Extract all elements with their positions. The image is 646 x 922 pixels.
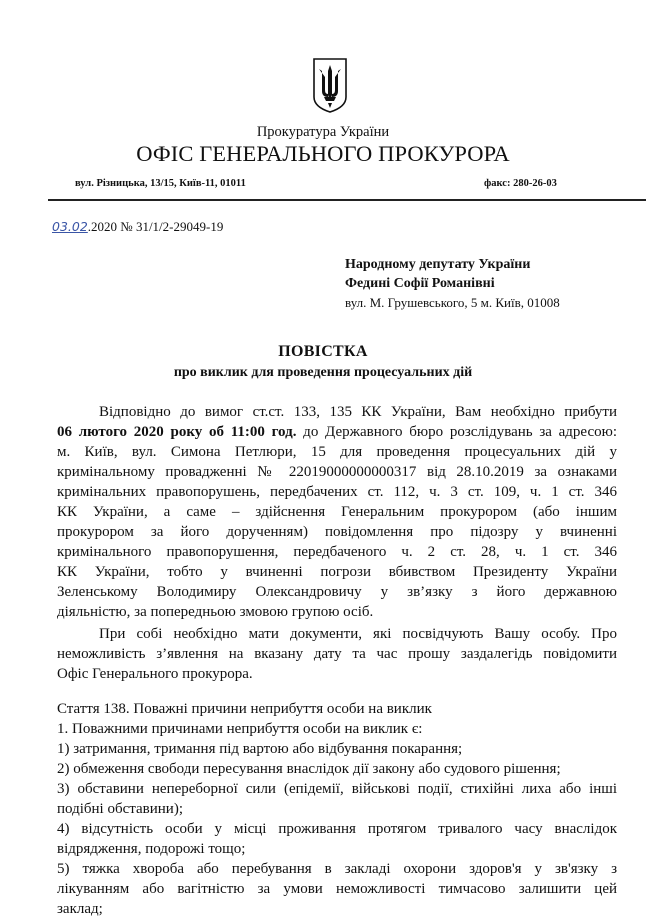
summons-datetime: 06 лютого 2020 року об 11:00 год.: [57, 424, 297, 440]
article-line: відрядження, подорожі тощо;: [57, 841, 246, 857]
body-line: прокурором за його дорученням) повідомлення про підозру у вчиненні: [57, 524, 617, 540]
document-subtitle: про виклик для проведення процесуальних дій: [173, 365, 473, 380]
recipient-title: Народному депутату України: [345, 257, 531, 272]
article-line: 1) затримання, тримання під вартою або відбування покарання;: [57, 741, 463, 757]
body-line: кримінальних правопорушень, передбачених ст. 112, ч. 3 ст. 109, ч. 1 ст. 346: [57, 484, 617, 500]
body-line: м. Київ, вул. Симона Петлюри, 15 для проведення процесуальних дій у: [57, 444, 617, 460]
article-line: 2) обмеження свободи пересування внаслідок дії закону або судового рішення;: [57, 761, 561, 777]
recipient-name: Федині Софії Романівні: [345, 276, 495, 291]
registration-rest: .2020 № 31/1/2-29049-19: [87, 219, 224, 234]
header-divider: [48, 199, 646, 201]
body-line: [57, 422, 617, 442]
article-line: лікуванням або вагітністю за умови неможливості тимчасово залишити цей: [57, 881, 617, 897]
summons-place: до Державного бюро розслідувань за адресою:: [296, 424, 617, 440]
article-heading: Стаття 138. Поважні причини неприбуття особи на виклик: [57, 701, 432, 717]
article-line: 4) відсутність особи у місці проживання протягом тривалого часу внаслідок: [57, 821, 617, 837]
recipient-address: вул. М. Грушевського, 5 м. Київ, 01008: [345, 295, 560, 310]
office-name: ОФІС ГЕНЕРАЛЬНОГО ПРОКУРОРА: [136, 141, 510, 166]
body-line: неможливість з’явлення на вказану дату та час прошу заздалегідь повідомити: [57, 646, 617, 662]
body-line: діяльністю, за попередньою змовою групою осіб.: [57, 604, 374, 620]
article-line: заклад;: [57, 901, 103, 917]
body-line: Відповідно до вимог ст.ст. 133, 135 КК України, Вам необхідно прибути: [99, 404, 617, 420]
ukraine-trident-emblem-icon: [312, 57, 348, 114]
office-address: вул. Різницька, 13/15, Київ-11, 01011: [75, 178, 246, 189]
body-line: кримінальному провадженні № 22019000000000317 від 28.10.2019 за ознаками: [57, 464, 617, 480]
body-line: КК України, а саме – здійснення Генеральним прокурором (або іншим: [57, 504, 617, 520]
body-line: Офіс Генерального прокурора.: [57, 666, 253, 682]
office-fax: факс: 280-26-03: [484, 178, 557, 189]
article-line: 5) тяжка хвороба або перебування в закладі охорони здоров'я у зв'язку з: [57, 861, 617, 877]
body-line: кримінального правопорушення, передбаченого ч. 2 ст. 28, ч. 1 ст. 346: [57, 544, 617, 560]
handwritten-date: 03.02: [52, 219, 88, 234]
article-line: 3) обставини непереборної сили (епідемії, військові події, стихійні лиха або інші: [57, 781, 617, 797]
organization-name: Прокуратура України: [256, 124, 390, 140]
body-line: КК України, тобто у вчиненні погрози вбивством Президенту України: [57, 564, 617, 580]
article-line: подібні обставини);: [57, 801, 183, 817]
body-line: При собі необхідно мати документи, які посвідчують Вашу особу. Про: [99, 626, 617, 642]
document-title: ПОВІСТКА: [278, 343, 368, 360]
body-line: Зеленському Володимиру Олександровичу у зв’язку з його державною: [57, 584, 617, 600]
registration-number: [52, 219, 223, 235]
article-line: 1. Поважними причинами неприбуття особи на виклик є:: [57, 721, 423, 737]
